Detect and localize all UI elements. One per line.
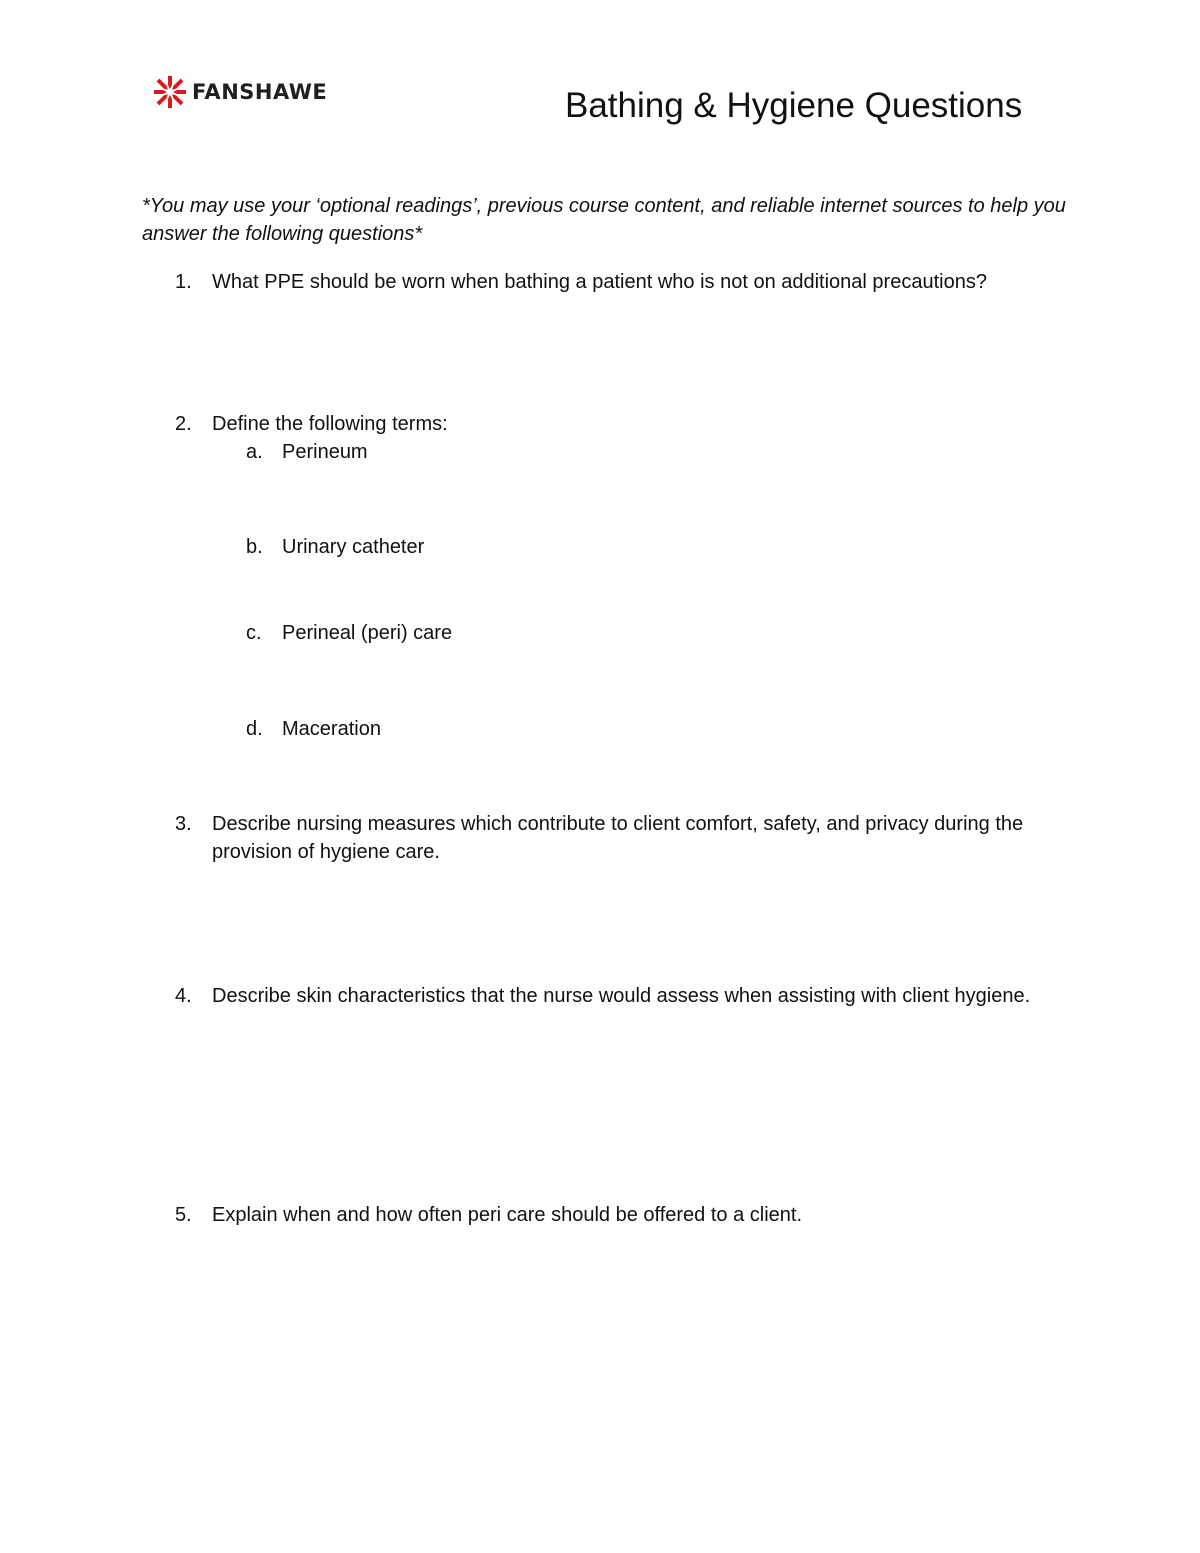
term-item-b [246,533,424,561]
question-text: Describe nursing measures which contribute to client comfort, safety, and privacy during the provision of hygiene care. [212,813,1024,863]
question-3 [175,810,1055,866]
logo-wordmark: FANSHAWE [192,80,328,104]
term-letter: a. [246,441,263,463]
question-2 [175,410,1055,438]
instructions-text: *You may use your ‘optional readings’, previous course content, and reliable internet sources to help you answer the following questions* [142,195,1066,245]
question-number: 5. [175,1204,192,1226]
document-title: Bathing & Hygiene Questions [565,86,1023,125]
question-number: 2. [175,413,192,435]
question-number: 4. [175,985,192,1007]
question-5 [175,1201,1055,1229]
question-4 [175,982,1055,1010]
question-1 [175,268,1055,296]
term-item-d [246,715,381,743]
question-number: 1. [175,271,192,293]
term-text: Perineal (peri) care [282,622,453,644]
question-number: 3. [175,813,192,835]
question-text: Explain when and how often peri care should be offered to a client. [212,1204,803,1226]
term-letter: d. [246,718,263,740]
term-item-c [246,619,452,647]
fanshawe-logo [150,72,327,112]
term-text: Maceration [282,718,381,740]
question-text: Describe skin characteristics that the nurse would assess when assisting with client hygiene. [212,985,1031,1007]
question-text: What PPE should be worn when bathing a patient who is not on additional precautions? [212,271,987,293]
term-letter: c. [246,622,262,644]
term-item-a [246,438,368,466]
fanshawe-star-icon [150,72,190,112]
term-text: Perineum [282,441,368,463]
term-text: Urinary catheter [282,536,425,558]
term-letter: b. [246,536,263,558]
question-text: Define the following terms: [212,413,448,435]
